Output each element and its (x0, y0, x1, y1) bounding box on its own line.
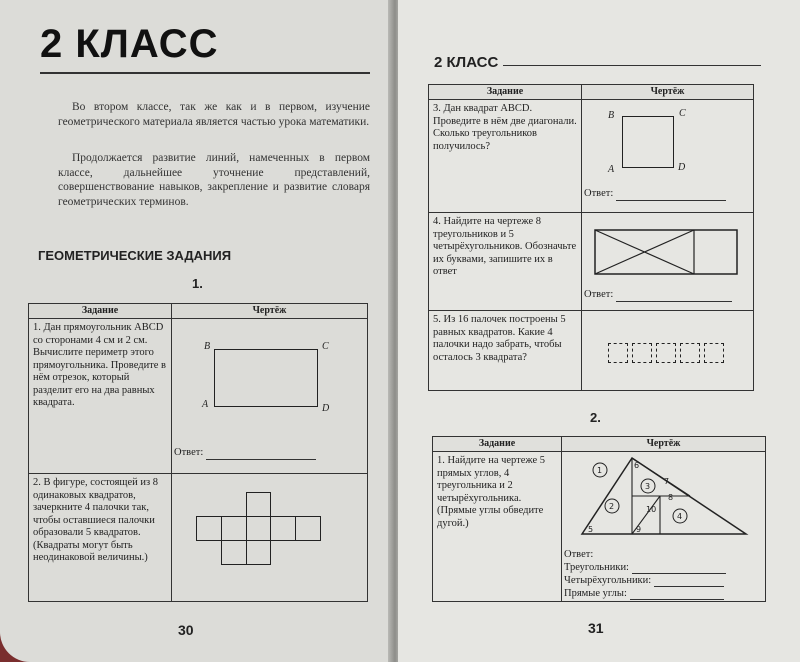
stick-square[interactable] (221, 516, 247, 541)
stick-square[interactable] (295, 516, 321, 541)
vertex-d: D (678, 162, 686, 173)
intro-paragraph-2: Продолжается развитие линий, намеченных в первом классе, дальнейшее уточнение представлений, совершенствование навыков, закрепление и развитие словаря геометрических терминов. (58, 152, 370, 208)
figure-number: 5 (588, 525, 594, 534)
left-page (0, 0, 392, 662)
triangles-label: Треугольники: (564, 562, 629, 573)
task-5-label: 5. Из 16 палочек построены 5 равных квадратов. Какие 4 палочки надо забрать, чтобы осталось 3 квадрата? (433, 314, 566, 363)
task-6-answer (564, 548, 726, 600)
stick-square[interactable] (704, 343, 724, 363)
task-6-text (433, 452, 562, 602)
tasks-table-left (28, 303, 368, 602)
task-6-label: 1. Найдите на чертеже 5 прямых углов, 4 треугольника и 2 четырёхугольника. (Прямые углы обведите дугой.) (437, 455, 546, 529)
triangles-line[interactable] (632, 564, 726, 574)
col-header-task: Задание (429, 85, 582, 100)
answer-label: Ответ: (584, 289, 614, 300)
answer-line[interactable] (616, 292, 732, 302)
figure-number: 1 (597, 466, 603, 475)
vertex-c: C (322, 341, 329, 352)
stick-square[interactable] (632, 343, 652, 363)
figure-number: 3 (645, 482, 651, 491)
task-set-number: 2. (590, 410, 601, 425)
task-4-text (429, 213, 582, 311)
stick-square[interactable] (680, 343, 700, 363)
rectangle-abcd (214, 349, 318, 407)
task-2-text (29, 474, 172, 602)
vertex-a: A (202, 399, 209, 410)
stick-square[interactable] (270, 516, 296, 541)
col-header-drawing: Чертёж (562, 437, 766, 452)
answer-label: Ответ: (564, 549, 594, 560)
stick-square[interactable] (608, 343, 628, 363)
figure-number: 9 (636, 525, 642, 534)
task-3-drawing (582, 100, 754, 213)
right-page (398, 0, 800, 662)
task-3-answer (584, 188, 726, 201)
task-3-text (429, 100, 582, 213)
figure-number: 7 (664, 477, 670, 486)
task-4-answer (584, 289, 732, 302)
col-header-task: Задание (433, 437, 562, 452)
task-2-label: 2. В фигуре, состоящей из 8 одинаковых квадратов, зачеркните 4 палочки так, чтобы оставшиеся палочки образовали 5 квадратов. (Квадраты могут быть неодинаковой величины.) (33, 477, 159, 563)
right-angles-label: Прямые углы: (564, 588, 627, 599)
running-header (434, 54, 498, 71)
figure-number: 8 (668, 493, 674, 502)
figure-number: 10 (646, 505, 657, 514)
task-5-text (429, 311, 582, 391)
vertex-b: B (204, 341, 211, 352)
page-number-right: 31 (588, 620, 604, 636)
stick-square[interactable] (246, 516, 271, 541)
answer-line[interactable] (206, 450, 316, 460)
task-6-drawing (562, 452, 766, 602)
vertex-b: B (608, 110, 615, 121)
stick-square[interactable] (246, 540, 271, 565)
vertex-c: C (679, 108, 686, 119)
answer-line[interactable] (616, 191, 726, 201)
vertex-d: D (322, 403, 330, 414)
task-5-drawing (582, 311, 754, 391)
task-set-number: 1. (192, 276, 203, 291)
intro-paragraph-1: Во втором классе, так же как и в первом, изучение геометрического материала является частью урока математики. (58, 101, 370, 128)
vertex-a: A (608, 164, 615, 175)
col-header-drawing: Чертёж (582, 85, 754, 100)
stick-square[interactable] (246, 492, 271, 517)
header-rule (503, 65, 761, 66)
quadrilaterals-line[interactable] (654, 577, 724, 587)
task-1-text (29, 319, 172, 474)
page-title: 2 КЛАСС (40, 22, 219, 66)
triangle-figure (560, 456, 760, 546)
stick-square[interactable] (221, 540, 247, 565)
title-rule (40, 72, 370, 74)
running-header-text: 2 КЛАСС (434, 54, 499, 71)
task-3-label: 3. Дан квадрат ABCD. Проведите в нём две диагонали. Сколько треугольников получилось? (433, 103, 577, 152)
task-4-drawing (582, 213, 754, 311)
stick-square[interactable] (656, 343, 676, 363)
rectangle-with-diagonals (594, 229, 738, 275)
task-2-drawing (172, 474, 368, 602)
task-4-label: 4. Найдите на чертеже 8 треугольников и 5 четырёхугольников. Обозначьте их буквами, запишите их в ответ (433, 216, 577, 277)
answer-label: Ответ: (174, 447, 204, 458)
task-1-answer (174, 447, 316, 460)
col-header-drawing: Чертёж (172, 304, 368, 319)
right-angles-line[interactable] (630, 590, 724, 600)
figure-number: 4 (677, 512, 683, 521)
section-heading: ГЕОМЕТРИЧЕСКИЕ ЗАДАНИЯ (38, 248, 232, 263)
quadrilaterals-label: Четырёхугольники: (564, 575, 652, 586)
task-1-label: 1. Дан прямоугольник ABCD со сторонами 4 см и 2 см. Вычислите периметр этого прямоугольника. Проведите в нём отрезок, который разделит его на два равных квадрата. (33, 322, 167, 408)
tasks-table-right-2 (432, 436, 766, 602)
figure-number: 2 (609, 502, 615, 511)
tasks-table-right (428, 84, 754, 391)
task-1-drawing (172, 319, 368, 474)
stick-square[interactable] (196, 516, 222, 541)
figure-number: 6 (634, 461, 640, 470)
page-number-left: 30 (178, 622, 194, 638)
square-abcd (622, 116, 674, 168)
col-header-task: Задание (29, 304, 172, 319)
answer-label: Ответ: (584, 188, 614, 199)
